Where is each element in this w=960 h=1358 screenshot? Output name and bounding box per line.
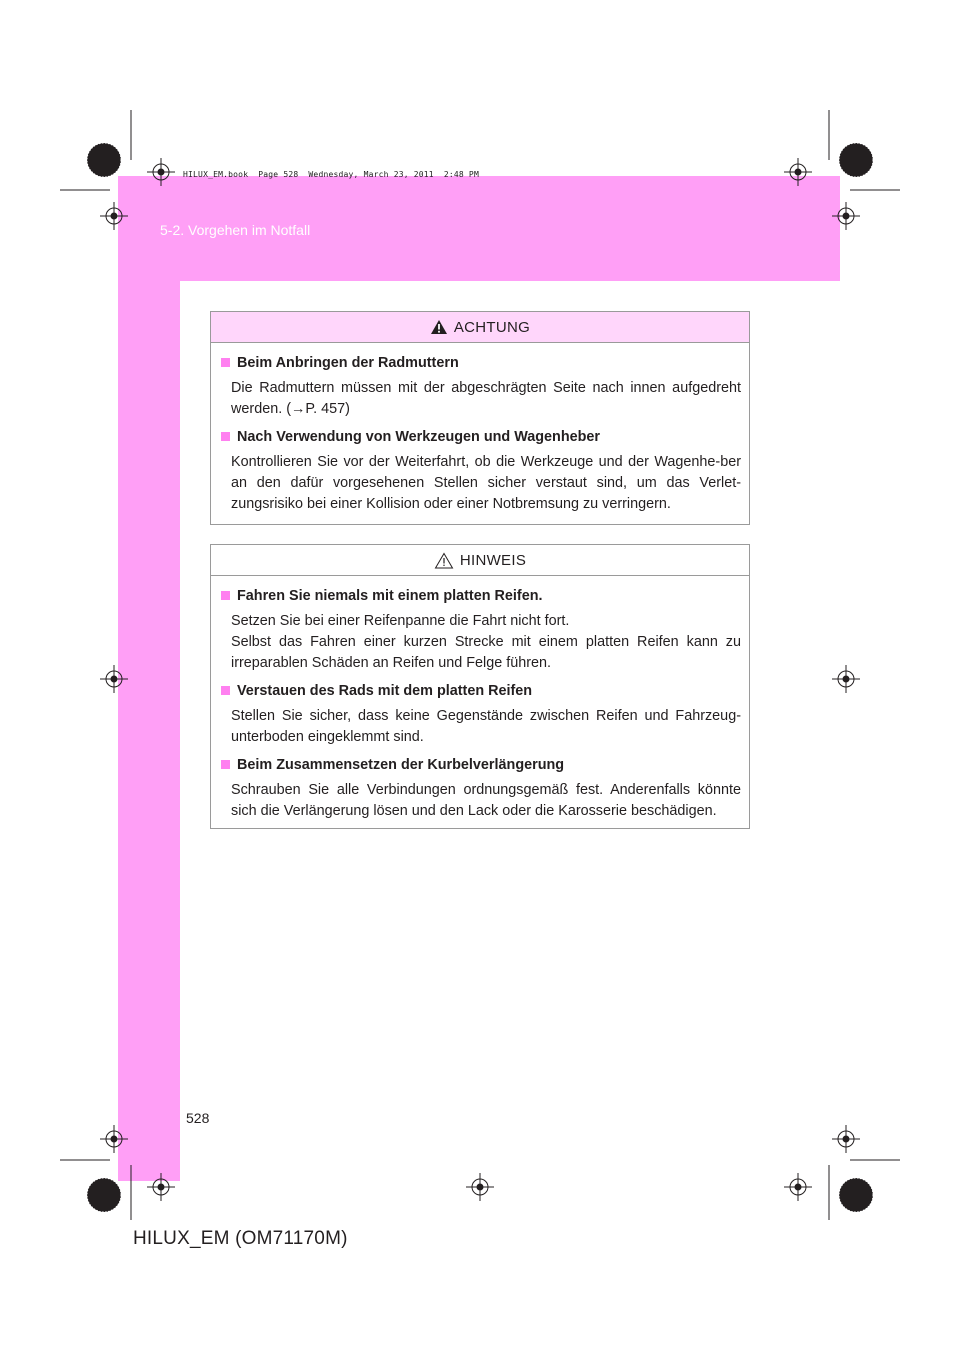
registration-target xyxy=(784,1173,812,1201)
warning-box-header xyxy=(211,312,749,343)
caution-triangle-outline-icon xyxy=(434,552,454,569)
notice-box xyxy=(210,544,750,829)
warning-item-text: Kontrollieren Sie vor der Weiterfahrt, ob die Werkzeuge und der Wagenhe-ber an den dafür vorgesehenen Stellen sicher verstaut sind, um das Verlet-zungsrisiko bei einer Kollision oder einer Notbremsung zu verringern. xyxy=(231,454,741,512)
notice-item-text: Stellen Sie sicher, dass keine Gegenstände zwischen Reifen und Fahrzeug-unterboden eingeklemmt sind. xyxy=(231,708,741,745)
warning-item xyxy=(221,353,741,420)
warning-item-title: Beim Anbringen der Radmuttern xyxy=(237,355,459,371)
warning-label: ACHTUNG xyxy=(453,318,531,336)
print-stamp: HILUX_EM.book Page 528 Wednesday, March 23, 2011 2:48 PM xyxy=(183,170,479,179)
section-title: 5-2. Vorgehen im Notfall xyxy=(160,222,311,238)
warning-item xyxy=(221,427,741,515)
bullet-square-icon xyxy=(221,760,230,769)
registration-target xyxy=(832,1125,860,1153)
chapter-side-band xyxy=(118,281,180,1181)
notice-item xyxy=(221,755,741,822)
registration-target xyxy=(832,665,860,693)
warning-item-title: Nach Verwendung von Werkzeugen und Wagenheber xyxy=(237,429,601,445)
page-number: 528 xyxy=(186,1110,210,1126)
bullet-square-icon xyxy=(221,591,230,600)
warning-item-text: Die Radmuttern müssen mit der abgeschrägten Seite nach innen aufgedreht werden. (→P. 457) xyxy=(231,380,741,417)
bullet-square-icon xyxy=(221,432,230,441)
notice-item-text: Selbst das Fahren einer kurzen Strecke mit einem platten Reifen kann zu irreparablen Schäden an Reifen und Felge führen. xyxy=(231,634,741,671)
starburst-mark xyxy=(839,143,873,177)
warning-box xyxy=(210,311,750,525)
warning-triangle-icon xyxy=(430,319,448,335)
notice-box-body xyxy=(211,576,749,841)
starburst-mark xyxy=(87,143,121,177)
notice-item xyxy=(221,681,741,748)
registration-target xyxy=(466,1173,494,1201)
bullet-square-icon xyxy=(221,686,230,695)
starburst-mark xyxy=(839,1178,873,1212)
bullet-square-icon xyxy=(221,358,230,367)
notice-item-title: Beim Zusammensetzen der Kurbelverlängerung xyxy=(237,757,565,773)
notice-item-text: Setzen Sie bei einer Reifenpanne die Fahrt nicht fort. xyxy=(231,613,570,629)
footer-document-id: HILUX_EM (OM71170M) xyxy=(133,1228,348,1249)
notice-item-title: Verstauen des Rads mit dem platten Reifen xyxy=(237,683,533,699)
starburst-mark xyxy=(87,1178,121,1212)
notice-item-text: Schrauben Sie alle Verbindungen ordnungsgemäß fest. Anderenfalls könnte sich die Verlängerung lösen und den Lack oder die Karosserie beschädigen. xyxy=(231,782,741,819)
notice-box-header xyxy=(211,545,749,576)
warning-box-body xyxy=(211,343,749,534)
notice-item-title: Fahren Sie niemals mit einem platten Reifen. xyxy=(237,588,543,604)
notice-item xyxy=(221,586,741,674)
notice-label: HINWEIS xyxy=(459,551,527,569)
